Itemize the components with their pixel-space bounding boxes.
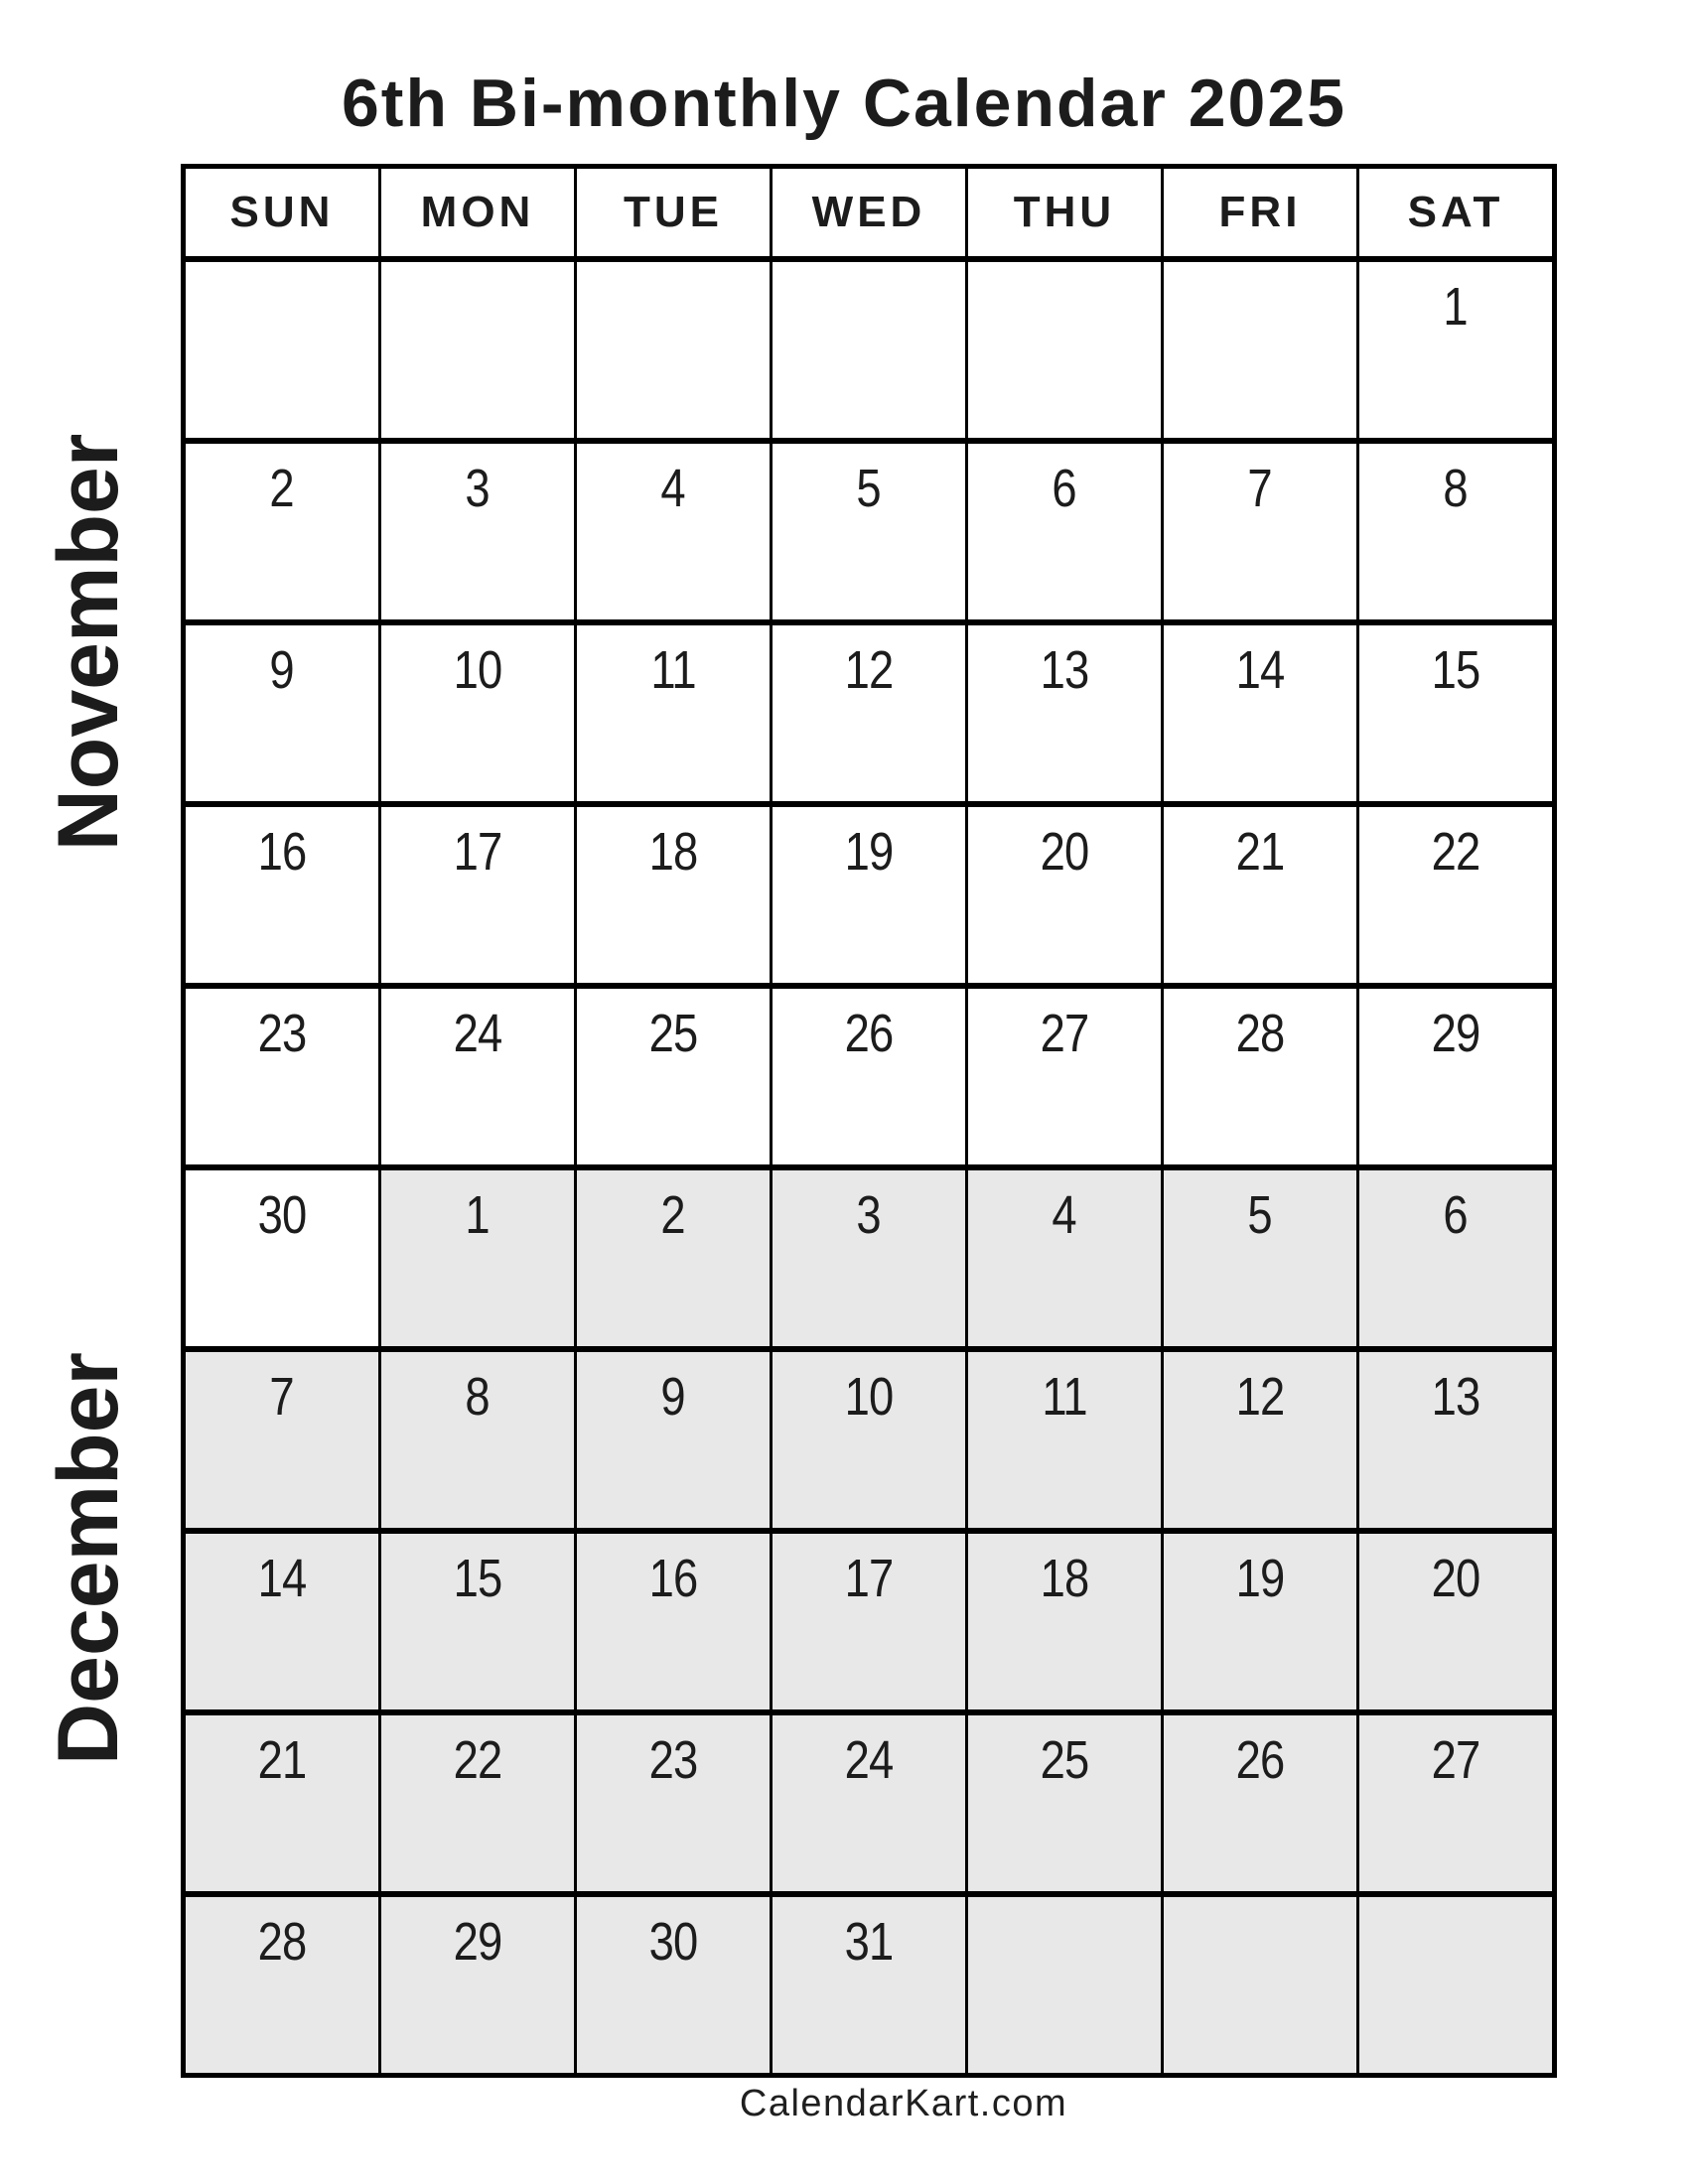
day-number: 2 bbox=[660, 1185, 686, 1245]
day-number: 6 bbox=[1052, 459, 1077, 518]
day-number: 7 bbox=[269, 1367, 295, 1427]
day-number: 17 bbox=[844, 1549, 894, 1608]
day-cell-november-19 bbox=[773, 807, 965, 983]
day-number: 1 bbox=[1443, 277, 1469, 337]
day-number: 11 bbox=[1042, 1367, 1087, 1427]
day-number: 29 bbox=[453, 1912, 502, 1972]
day-cell-november-28 bbox=[1164, 989, 1356, 1164]
day-cell-december-25 bbox=[968, 1715, 1161, 1891]
page-title: 6th Bi-monthly Calendar 2025 bbox=[341, 66, 1347, 141]
day-cell-december-22 bbox=[381, 1715, 574, 1891]
day-number: 10 bbox=[453, 640, 502, 700]
weekday-label: WED bbox=[811, 188, 926, 236]
weekday-header-sun bbox=[186, 169, 378, 256]
day-cell-empty-november bbox=[381, 262, 574, 438]
day-cell-december-20 bbox=[1359, 1534, 1552, 1709]
day-cell-november-6 bbox=[968, 444, 1161, 619]
day-number: 9 bbox=[269, 640, 295, 700]
day-cell-december-3 bbox=[773, 1170, 965, 1346]
day-number: 25 bbox=[648, 1004, 698, 1063]
day-cell-december-23 bbox=[577, 1715, 770, 1891]
day-cell-december-6 bbox=[1359, 1170, 1552, 1346]
day-number: 27 bbox=[1431, 1730, 1480, 1790]
day-cell-november-29 bbox=[1359, 989, 1552, 1164]
day-cell-november-11 bbox=[577, 625, 770, 801]
footer-branding: CalendarKart.com bbox=[739, 2083, 1068, 2124]
day-cell-november-25 bbox=[577, 989, 770, 1164]
weekday-header-fri bbox=[1164, 169, 1356, 256]
day-cell-november-9 bbox=[186, 625, 378, 801]
day-number: 2 bbox=[269, 459, 295, 518]
day-number: 20 bbox=[1431, 1549, 1480, 1608]
day-number: 1 bbox=[465, 1185, 491, 1245]
calendar-grid bbox=[181, 164, 1557, 2078]
day-number: 23 bbox=[648, 1730, 698, 1790]
day-number: 26 bbox=[844, 1004, 894, 1063]
day-number: 11 bbox=[650, 640, 696, 700]
day-cell-december-27 bbox=[1359, 1715, 1552, 1891]
day-number: 15 bbox=[1431, 640, 1480, 700]
weekday-label: SUN bbox=[229, 188, 335, 236]
day-cell-november-10 bbox=[381, 625, 574, 801]
day-cell-november-5 bbox=[773, 444, 965, 619]
day-number: 13 bbox=[1431, 1367, 1480, 1427]
day-number: 17 bbox=[453, 822, 502, 882]
day-cell-december-16 bbox=[577, 1534, 770, 1709]
day-number: 4 bbox=[1052, 1185, 1077, 1245]
day-number: 15 bbox=[453, 1549, 502, 1608]
day-cell-november-21 bbox=[1164, 807, 1356, 983]
day-number: 28 bbox=[257, 1912, 307, 1972]
day-cell-december-30 bbox=[577, 1897, 770, 2073]
day-cell-empty-november bbox=[577, 262, 770, 438]
day-number: 14 bbox=[1235, 640, 1285, 700]
day-cell-empty-november bbox=[186, 262, 378, 438]
day-number: 30 bbox=[648, 1912, 698, 1972]
day-cell-december-11 bbox=[968, 1352, 1161, 1528]
day-cell-november-17 bbox=[381, 807, 574, 983]
day-cell-november-23 bbox=[186, 989, 378, 1164]
day-cell-december-26 bbox=[1164, 1715, 1356, 1891]
day-cell-december-8 bbox=[381, 1352, 574, 1528]
day-number: 27 bbox=[1040, 1004, 1089, 1063]
day-number: 12 bbox=[844, 640, 894, 700]
day-cell-november-8 bbox=[1359, 444, 1552, 619]
day-cell-november-4 bbox=[577, 444, 770, 619]
day-cell-november-15 bbox=[1359, 625, 1552, 801]
weekday-label: FRI bbox=[1218, 188, 1302, 236]
day-number: 18 bbox=[648, 822, 698, 882]
day-cell-december-18 bbox=[968, 1534, 1161, 1709]
day-cell-november-20 bbox=[968, 807, 1161, 983]
day-cell-empty-december bbox=[1359, 1897, 1552, 2073]
day-cell-december-1 bbox=[381, 1170, 574, 1346]
day-cell-december-4 bbox=[968, 1170, 1161, 1346]
day-number: 19 bbox=[844, 822, 894, 882]
day-cell-november-16 bbox=[186, 807, 378, 983]
day-number: 21 bbox=[1235, 822, 1285, 882]
weekday-label: SAT bbox=[1407, 188, 1504, 236]
day-number: 28 bbox=[1235, 1004, 1285, 1063]
day-number: 14 bbox=[257, 1549, 307, 1608]
weekday-label: TUE bbox=[624, 188, 723, 236]
day-cell-december-12 bbox=[1164, 1352, 1356, 1528]
day-number: 22 bbox=[453, 1730, 502, 1790]
day-cell-december-10 bbox=[773, 1352, 965, 1528]
day-number: 23 bbox=[257, 1004, 307, 1063]
day-number: 5 bbox=[1247, 1185, 1273, 1245]
day-cell-december-15 bbox=[381, 1534, 574, 1709]
day-cell-november-7 bbox=[1164, 444, 1356, 619]
day-number: 8 bbox=[1443, 459, 1469, 518]
day-number: 29 bbox=[1431, 1004, 1480, 1063]
month-label-november: November bbox=[41, 433, 136, 852]
day-cell-november-14 bbox=[1164, 625, 1356, 801]
weekday-header-thu bbox=[968, 169, 1161, 256]
day-cell-november-12 bbox=[773, 625, 965, 801]
day-cell-november-22 bbox=[1359, 807, 1552, 983]
day-cell-december-24 bbox=[773, 1715, 965, 1891]
day-number: 26 bbox=[1235, 1730, 1285, 1790]
day-number: 24 bbox=[844, 1730, 894, 1790]
weekday-header-mon bbox=[381, 169, 574, 256]
day-number: 21 bbox=[257, 1730, 307, 1790]
day-cell-december-28 bbox=[186, 1897, 378, 2073]
day-number: 16 bbox=[257, 822, 307, 882]
day-cell-december-19 bbox=[1164, 1534, 1356, 1709]
day-cell-empty-november bbox=[968, 262, 1161, 438]
day-number: 20 bbox=[1040, 822, 1089, 882]
day-cell-december-13 bbox=[1359, 1352, 1552, 1528]
day-cell-empty-december bbox=[1164, 1897, 1356, 2073]
day-number: 3 bbox=[465, 459, 491, 518]
day-number: 31 bbox=[844, 1912, 894, 1972]
month-label-december: December bbox=[41, 1352, 136, 1765]
day-cell-empty-december bbox=[968, 1897, 1161, 2073]
day-number: 18 bbox=[1040, 1549, 1089, 1608]
day-number: 10 bbox=[844, 1367, 894, 1427]
day-number: 8 bbox=[465, 1367, 491, 1427]
day-cell-december-31 bbox=[773, 1897, 965, 2073]
day-cell-november-26 bbox=[773, 989, 965, 1164]
day-cell-december-9 bbox=[577, 1352, 770, 1528]
day-number: 9 bbox=[660, 1367, 686, 1427]
day-cell-empty-november bbox=[1164, 262, 1356, 438]
day-cell-december-29 bbox=[381, 1897, 574, 2073]
day-number: 5 bbox=[856, 459, 882, 518]
day-number: 12 bbox=[1235, 1367, 1285, 1427]
day-cell-november-18 bbox=[577, 807, 770, 983]
day-number: 25 bbox=[1040, 1730, 1089, 1790]
day-cell-november-1 bbox=[1359, 262, 1552, 438]
day-cell-empty-november bbox=[773, 262, 965, 438]
day-number: 3 bbox=[856, 1185, 882, 1245]
day-number: 30 bbox=[257, 1185, 307, 1245]
day-number: 7 bbox=[1247, 459, 1273, 518]
day-cell-november-24 bbox=[381, 989, 574, 1164]
day-cell-december-2 bbox=[577, 1170, 770, 1346]
day-number: 19 bbox=[1235, 1549, 1285, 1608]
weekday-header-wed bbox=[773, 169, 965, 256]
day-cell-december-14 bbox=[186, 1534, 378, 1709]
day-cell-november-3 bbox=[381, 444, 574, 619]
day-number: 16 bbox=[648, 1549, 698, 1608]
day-cell-december-7 bbox=[186, 1352, 378, 1528]
weekday-header-tue bbox=[577, 169, 770, 256]
day-number: 6 bbox=[1443, 1185, 1469, 1245]
day-cell-december-21 bbox=[186, 1715, 378, 1891]
day-cell-november-27 bbox=[968, 989, 1161, 1164]
weekday-header-sat bbox=[1359, 169, 1552, 256]
day-cell-december-5 bbox=[1164, 1170, 1356, 1346]
day-number: 24 bbox=[453, 1004, 502, 1063]
weekday-label: THU bbox=[1013, 188, 1116, 236]
day-number: 22 bbox=[1431, 822, 1480, 882]
day-number: 13 bbox=[1040, 640, 1089, 700]
day-cell-december-17 bbox=[773, 1534, 965, 1709]
day-cell-november-13 bbox=[968, 625, 1161, 801]
day-cell-november-2 bbox=[186, 444, 378, 619]
day-number: 4 bbox=[660, 459, 686, 518]
weekday-label: MON bbox=[420, 188, 535, 236]
day-cell-november-30 bbox=[186, 1170, 378, 1346]
